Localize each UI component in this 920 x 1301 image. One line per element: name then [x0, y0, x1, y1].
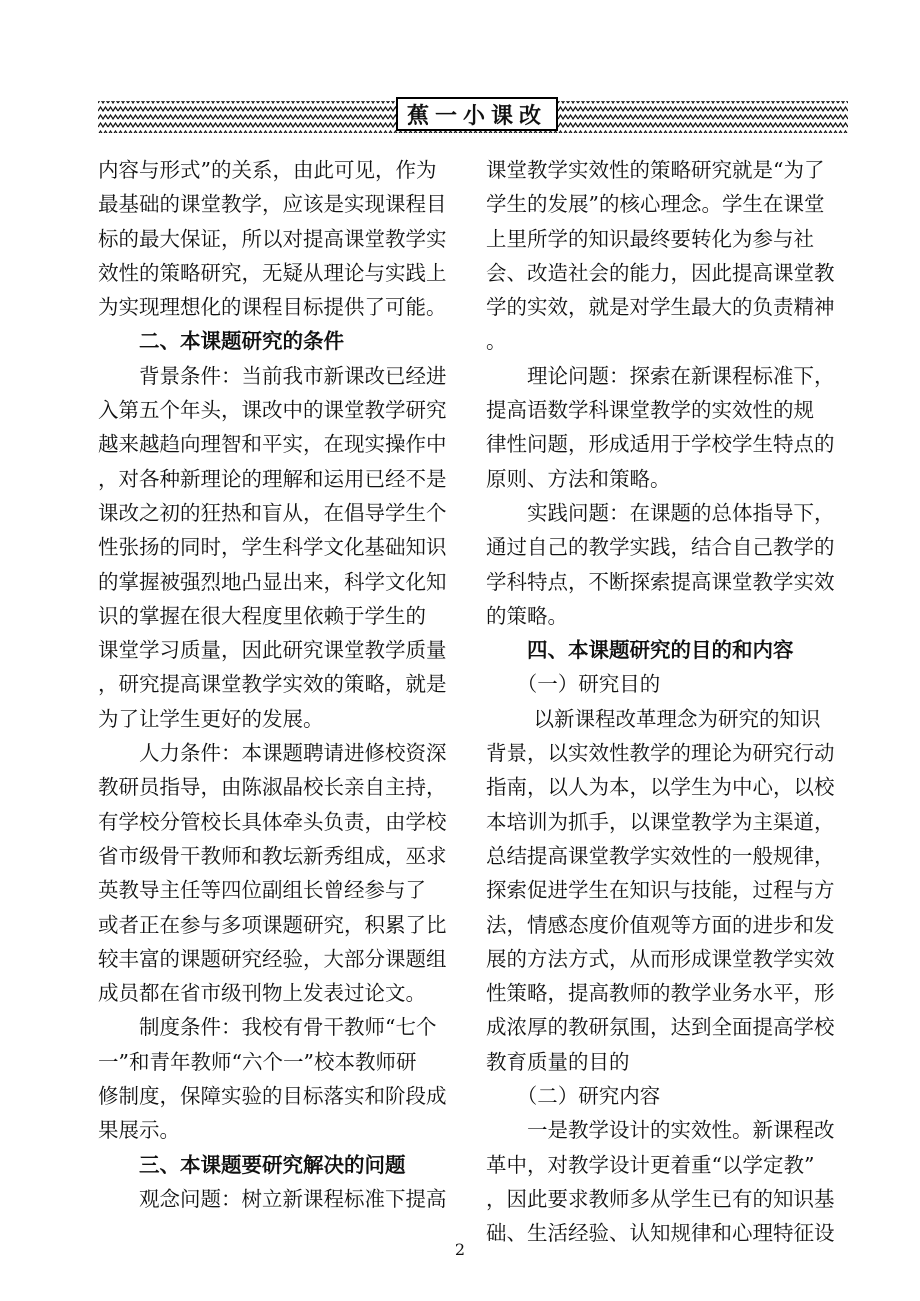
header-title-box [396, 97, 558, 131]
text-line: 的策略。 [486, 603, 568, 628]
text-line: 果展示。 [98, 1118, 180, 1143]
text-line: 本培训为抓手，以课堂教学为主渠道， [486, 809, 835, 834]
page-number: 2 [454, 1240, 466, 1259]
text-line: 背景，以实效性教学的理论为研究行动 [486, 741, 835, 766]
text-line: 教研员指导，由陈淑晶校长亲自主持， [98, 775, 447, 800]
text-line: （二）研究内容 [486, 1084, 661, 1109]
text-line: 实践问题：在课题的总体指导下， [486, 500, 835, 525]
text-line: 的掌握被强烈地凸显出来，科学文化知 [98, 569, 447, 594]
text-line: 最基础的课堂教学，应该是实现课程目 [98, 192, 447, 217]
text-line: 性策略，提高教师的教学业务水平，形 [486, 981, 835, 1006]
text-line: 课改之初的狂热和盲从，在倡导学生个 [98, 500, 447, 525]
text-line: 成浓厚的教研氛围，达到全面提高学校 [486, 1015, 835, 1040]
text-line: 效性的策略研究，无疑从理论与实践上 [98, 260, 447, 285]
section-heading: 二、本课题研究的条件 [98, 329, 344, 354]
text-line: 础、生活经验、认知规律和心理特征设 [486, 1221, 835, 1246]
text-line: 为了让学生更好的发展。 [98, 706, 324, 731]
text-line: 较丰富的课题研究经验，大部分课题组 [98, 946, 447, 971]
text-line: 革中，对教学设计更着重“以学定教” [486, 1152, 815, 1177]
text-line: 成员都在省市级刊物上发表过论文。 [98, 981, 426, 1006]
text-line: 课堂学习质量，因此研究课堂教学质量 [98, 638, 447, 663]
text-line: 英教导主任等四位副组长曾经参与了 [98, 878, 426, 903]
text-line: （一）研究目的 [486, 672, 661, 697]
text-line: ，对各种新理论的理解和运用已经不是 [98, 466, 447, 491]
section-heading: 三、本课题要研究解决的问题 [98, 1152, 406, 1177]
text-line: ，因此要求教师多从学生已有的知识基 [486, 1186, 835, 1211]
text-line: 修制度，保障实验的目标落实和阶段成 [98, 1084, 447, 1109]
text-line: 展的方法方式，从而形成课堂教学实效 [486, 946, 835, 971]
section-heading: 四、本课题研究的目的和内容 [486, 638, 794, 663]
text-line: 有学校分管校长具体牵头负责，由学校 [98, 809, 447, 834]
text-line: 人力条件：本课题聘请进修校资深 [98, 741, 447, 766]
text-line: 一是教学设计的实效性。新课程改 [486, 1118, 835, 1143]
text-line: 入第五个年头，课改中的课堂教学研究 [98, 398, 447, 423]
text-line: 学生的发展”的核心理念。学生在课堂 [486, 192, 825, 217]
text-line: 省市级骨干教师和教坛新秀组成，巫求 [98, 843, 447, 868]
text-line: 学科特点，不断探索提高课堂教学实效 [486, 569, 835, 594]
text-line: 内容与形式”的关系，由此可见，作为 [98, 158, 437, 182]
text-line: 法，情感态度价值观等方面的进步和发 [486, 912, 835, 937]
text-line: 会、改造社会的能力，因此提高课堂教 [486, 260, 835, 285]
text-line: 探索促进学生在知识与技能，过程与方 [486, 878, 835, 903]
text-line: 背景条件：当前我市新课改已经进 [98, 363, 447, 388]
page-header [98, 97, 848, 133]
text-line: 标的最大保证，所以对提高课堂教学实 [98, 226, 447, 251]
right-column [486, 153, 851, 1251]
text-line: 观念问题：树立新课程标准下提高 [98, 1186, 447, 1211]
text-line: 理论问题：探索在新课程标准下， [486, 363, 835, 388]
text-line: 。 [486, 329, 507, 354]
text-line: 或者正在参与多项课题研究，积累了比 [98, 912, 447, 937]
text-line: 一”和青年教师“六个一”校本教师研 [98, 1049, 417, 1074]
text-line: 识的掌握在很大程度里依赖于学生的 [98, 603, 426, 628]
text-line: 越来越趋向理智和平实，在现实操作中 [98, 432, 447, 457]
text-line: 提高语数学科课堂教学的实效性的规 [486, 398, 814, 423]
text-line: 上里所学的知识最终要转化为参与社 [486, 226, 814, 251]
text-line: 性张扬的同时，学生科学文化基础知识 [98, 535, 447, 560]
text-line: 学的实效，就是对学生最大的负责精神 [486, 295, 835, 320]
header-title: 蕉一小课改 [406, 103, 547, 129]
text-line: 通过自己的教学实践，结合自己教学的 [486, 535, 835, 560]
text-line: 原则、方法和策略。 [486, 466, 671, 491]
left-column [98, 153, 464, 1216]
text-line: 指南，以人为本，以学生为中心，以校 [486, 775, 835, 800]
text-line: 制度条件：我校有骨干教师“七个 [98, 1015, 437, 1040]
text-line: 总结提高课堂教学实效性的一般规律， [486, 843, 835, 868]
text-line: ，研究提高课堂教学实效的策略，就是 [98, 672, 447, 697]
text-line: 课堂教学实效性的策略研究就是“为了 [486, 158, 825, 182]
text-line: 为实现理想化的课程目标提供了可能。 [98, 295, 447, 320]
text-line: 以新课程改革理念为研究的知识 [486, 706, 821, 731]
text-line: 教育质量的目的 [486, 1049, 630, 1074]
text-line: 律性问题，形成适用于学校学生特点的 [486, 432, 835, 457]
